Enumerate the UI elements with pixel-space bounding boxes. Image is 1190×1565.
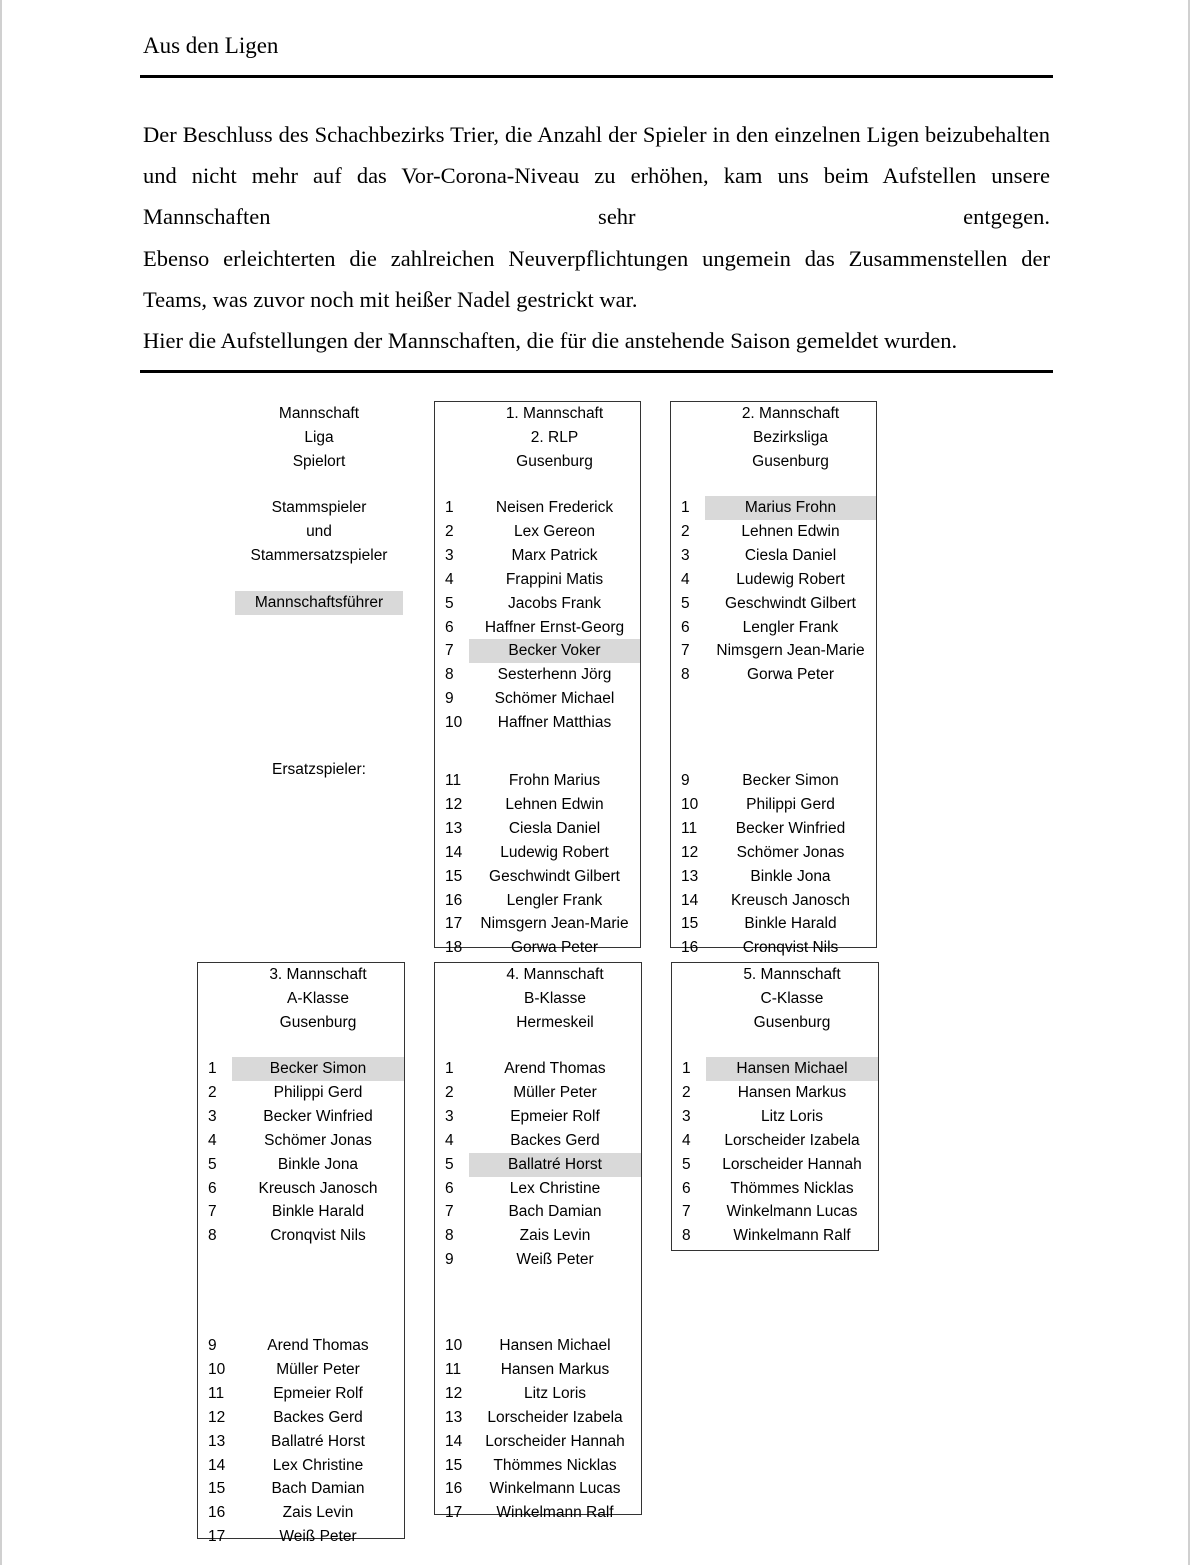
player-number: 6 [445,1179,454,1197]
player-number: 2 [208,1083,217,1101]
team-name: 1. Mannschaft [505,405,604,422]
team-name: 3. Mannschaft [269,966,367,983]
reserve-player-name: Bach Damian [271,1480,365,1498]
player-name: Lehnen Edwin [741,522,840,540]
player-name: Müller Peter [513,1083,597,1101]
captain-player-name: Becker Voker [469,639,640,663]
player-number: 6 [208,1179,217,1197]
player-name: Backes Gerd [510,1131,600,1149]
player-name: Becker Winfried [263,1107,373,1125]
player-number: 8 [681,666,690,684]
player-number: 9 [445,690,454,708]
legend-reserves-label: Ersatzspieler: [272,761,366,778]
reserve-player-name: Zais Levin [282,1504,354,1522]
player-number: 1 [445,499,454,516]
reserve-player-name: Lengler Frank [506,891,603,909]
reserve-player-name: Philippi Gerd [746,795,835,813]
reserve-number: 16 [208,1504,226,1522]
team-league: 2. RLP [530,428,579,446]
reserve-player-name: Winkelmann Lucas [489,1480,621,1498]
player-number: 4 [208,1131,217,1149]
player-number: 8 [445,666,454,684]
player-number: 4 [445,1131,454,1149]
player-name: Philippi Gerd [273,1083,363,1101]
team-venue: Gusenburg [753,1013,831,1031]
player-name: Weiß Peter [516,1251,594,1269]
legend-regular-label: Stammersatzspieler [250,547,388,564]
reserve-number: 13 [445,1408,463,1426]
reserve-number: 13 [445,819,463,837]
reserve-player-name: Ludewig Robert [500,843,609,861]
legend-regular-label: und [306,523,332,540]
reserve-number: 11 [208,1384,225,1402]
reserve-player-name: Backes Gerd [273,1408,363,1426]
player-number: 8 [208,1227,217,1245]
reserve-player-name: Geschwindt Gilbert [489,867,620,885]
legend-team-label: Mannschaft [278,405,360,422]
legend-venue-label: Spielort [292,453,346,470]
reserve-player-name: Lorscheider Hannah [485,1432,625,1450]
reserve-number: 11 [681,819,698,837]
legend-league-label: Liga [304,429,334,446]
player-number: 7 [445,1203,454,1221]
player-name: Lengler Frank [742,618,839,636]
player-name: Lex Christine [509,1179,601,1197]
player-name: Thömmes Nicklas [730,1179,854,1197]
team-name: 4. Mannschaft [506,966,604,983]
reserve-player-name: Kreusch Janosch [731,891,850,909]
reserve-player-name: Becker Simon [742,772,839,789]
captain-player-name: Becker Simon [232,1057,404,1081]
reserve-player-name: Lehnen Edwin [505,795,604,813]
player-number: 8 [445,1227,454,1245]
player-name: Nimsgern Jean-Marie [716,642,865,660]
reserve-number: 16 [681,939,699,957]
team-box-4 [434,962,642,1522]
player-number: 6 [682,1179,691,1197]
player-number: 5 [208,1155,217,1173]
player-name: Ludewig Robert [736,570,845,588]
reserve-number: 14 [445,843,463,861]
player-number: 3 [208,1107,217,1125]
player-number: 7 [682,1203,691,1221]
player-name: Sesterhenn Jörg [497,666,612,684]
player-number: 5 [445,1155,454,1173]
player-number: 5 [682,1155,691,1173]
team-venue: Gusenburg [516,452,593,470]
reserve-player-name: Hansen Markus [500,1360,610,1378]
player-name: Lorscheider Hannah [722,1155,862,1173]
player-name: Kreusch Janosch [258,1179,378,1197]
reserve-number: 9 [681,772,690,789]
player-name: Geschwindt Gilbert [725,594,856,612]
player-number: 6 [445,618,454,636]
reserve-number: 12 [681,843,699,861]
reserve-number: 14 [681,891,699,909]
player-name: Lorscheider Izabela [724,1131,860,1149]
intro-text [143,114,1050,361]
reserve-number: 15 [445,1456,463,1474]
reserve-number: 13 [681,867,699,885]
reserve-player-name: Frohn Marius [508,772,601,789]
reserve-player-name: Arend Thomas [267,1337,369,1354]
reserve-player-name: Schömer Jonas [736,843,845,861]
player-name: Zais Levin [519,1227,591,1245]
player-name: Frappini Matis [505,570,604,588]
reserve-player-name: Ballatré Horst [271,1432,365,1450]
reserve-player-name: Binkle Harald [744,915,837,933]
player-number: 2 [681,522,690,540]
team-league: Bezirksliga [753,428,828,446]
reserve-player-name: Lorscheider Izabela [487,1408,623,1426]
page-header-title: Aus den Ligen [143,33,279,58]
reserve-player-name: Becker Winfried [735,819,846,837]
player-number: 10 [445,714,463,732]
player-number: 2 [445,522,454,540]
team-box-5 [671,962,879,1251]
player-name: Neisen Frederick [495,499,614,516]
intro-paragraph: Der Beschluss des Schachbezirks Trier, die Anzahl der Spieler in den einzelnen Ligen beizubehalten und nicht mehr auf das Vor-Corona-Niveau zu erhöhen, kam uns beim Aufstellen unsere Mannschaften sehr entgegen. [143,122,1050,230]
section-rule [140,370,1053,373]
reserve-player-name: Müller Peter [276,1360,360,1378]
player-number: 4 [682,1131,691,1149]
reserve-number: 11 [445,1360,462,1378]
reserve-number: 9 [208,1337,217,1354]
page-edge-left [0,0,2,1565]
reserve-number: 15 [208,1480,226,1498]
reserve-number: 15 [445,867,463,885]
player-name: Cronqvist Nils [270,1227,366,1245]
player-name: Bach Damian [508,1203,602,1221]
team-league: B-Klasse [523,989,587,1007]
reserve-number: 17 [445,915,463,933]
team-name: 2. Mannschaft [741,405,840,422]
team-venue: Gusenburg [279,1013,357,1031]
reserve-number: 16 [445,1480,463,1498]
player-number: 3 [681,546,690,564]
reserve-player-name: Epmeier Rolf [273,1384,363,1402]
player-number: 1 [445,1060,454,1077]
player-number: 3 [445,546,454,564]
player-name: Marx Patrick [511,546,598,564]
reserve-number: 17 [445,1504,463,1522]
reserve-player-name: Litz Loris [523,1384,587,1402]
team-box-1 [434,401,641,957]
reserve-player-name: Lex Christine [272,1456,364,1474]
player-number: 5 [681,594,690,612]
captain-player-name: Marius Frohn [705,496,876,520]
team-venue: Gusenburg [752,452,829,470]
reserve-number: 15 [681,915,699,933]
reserve-player-name: Gorwa Peter [510,939,598,957]
player-name: Winkelmann Lucas [726,1203,858,1221]
reserve-number: 12 [208,1408,226,1426]
player-name: Winkelmann Ralf [733,1227,851,1245]
player-number: 9 [445,1251,454,1269]
player-name: Schömer Jonas [264,1131,372,1149]
reserve-number: 12 [445,795,463,813]
team-league: C-Klasse [760,989,824,1007]
reserve-number: 12 [445,1384,463,1402]
player-name: Epmeier Rolf [510,1107,600,1125]
reserve-player-name: Binkle Jona [750,867,831,885]
player-name: Binkle Jona [277,1155,359,1173]
player-number: 3 [445,1107,454,1125]
reserve-player-name: Cronqvist Nils [742,939,839,957]
team-venue: Hermeskeil [516,1013,594,1031]
captain-player-name: Hansen Michael [706,1057,878,1081]
reserve-number: 18 [445,939,463,957]
player-name: Jacobs Frank [507,594,602,612]
player-number: 1 [208,1060,217,1077]
player-name: Hansen Markus [737,1083,847,1101]
team-box-3 [197,962,405,1546]
reserve-number: 14 [208,1456,226,1474]
player-name: Gorwa Peter [746,666,834,684]
player-number: 3 [682,1107,691,1125]
reserve-number: 14 [445,1432,463,1450]
reserve-number: 17 [208,1528,226,1546]
header-rule [140,75,1053,78]
team-name: 5. Mannschaft [743,966,841,983]
intro-paragraph: Hier die Aufstellungen der Mannschaften, die für die anstehende Saison gemeldet wurden. [143,328,958,354]
player-number: 7 [208,1203,217,1221]
reserve-player-name: Nimsgern Jean-Marie [480,915,629,933]
player-name: Ciesla Daniel [744,546,837,564]
legend-regular-label: Stammspieler [271,499,367,516]
reserve-player-name: Hansen Michael [499,1337,611,1354]
team-box-2 [670,401,877,957]
player-name: Binkle Harald [271,1203,365,1221]
captain-player-name: Ballatré Horst [469,1153,641,1177]
player-name: Litz Loris [760,1107,824,1125]
player-number: 7 [681,642,690,660]
intro-paragraph: Ebenso erleichterten die zahlreichen Neuverpflichtungen ungemein das Zusammenstellen der Teams, was zuvor noch mit heißer Nadel gestrickt war. [143,245,1050,312]
reserve-number: 16 [445,891,463,909]
player-name: Schömer Michael [494,690,615,708]
player-number: 2 [682,1083,691,1101]
player-number: 5 [445,594,454,612]
reserve-number: 11 [445,772,462,789]
player-number: 8 [682,1227,691,1245]
player-number: 2 [445,1083,454,1101]
player-name: Arend Thomas [504,1060,606,1077]
player-number: 1 [681,499,690,516]
player-number: 1 [682,1060,691,1077]
player-number: 7 [445,642,454,660]
player-number: 6 [681,618,690,636]
reserve-number: 10 [208,1360,226,1378]
team-league: A-Klasse [286,989,350,1007]
player-name: Haffner Matthias [497,714,612,732]
legend-captain-label: Mannschaftsführer [235,591,403,615]
player-name: Lex Gereon [514,522,595,540]
reserve-number: 10 [445,1337,463,1354]
player-number: 4 [445,570,454,588]
reserve-number: 13 [208,1432,226,1450]
reserve-player-name: Ciesla Daniel [508,819,601,837]
reserve-player-name: Winkelmann Ralf [496,1504,614,1522]
player-name: Haffner Ernst-Georg [484,618,625,636]
reserve-number: 10 [681,795,699,813]
reserve-player-name: Thömmes Nicklas [493,1456,617,1474]
reserve-player-name: Weiß Peter [279,1528,357,1546]
player-number: 4 [681,570,690,588]
